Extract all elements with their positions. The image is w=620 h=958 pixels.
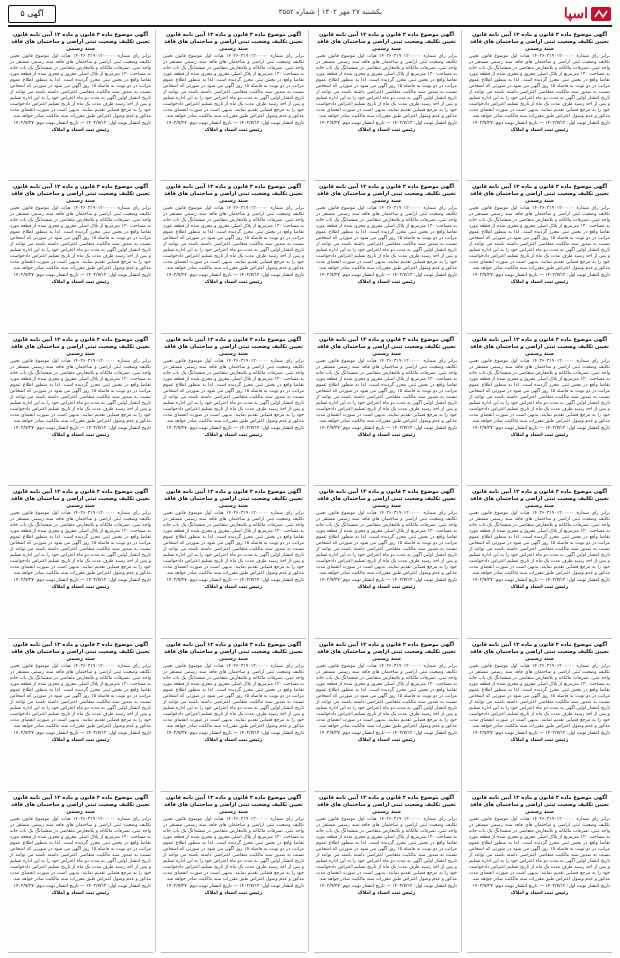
notice-signature: رئیس ثبت اسناد و املاک bbox=[204, 891, 263, 896]
notice-dates: تاریخ انتشار نوبت اول: ۱۴۰۲/۷/۱۲ — تاریخ انتشار نوبت دوم: ۱۴۰۲/۷/۲۷ bbox=[13, 731, 151, 736]
notice-body: برابر رای شماره ۱۴۰۲۶۰۳۱۹۰۱۲۰۰۰۰۰ هیات اول موضوع قانون تعیین تکلیف وضعیت ثبتی اراضی و ساختمان های فاقد سند رسمی مستقر در واحد ثبتی، تصرفات مالکانه و بلامعارض متقاضی در ششدانگ یک باب خانه به مساحت ۱۲۰ مترمربع از پلاک اصلی مفروز و مجزی شده از قطعه مورد تقاضا واقع در بخش ثبتی محرز گردیده است. لذا به منظور اطلاع عموم مراتب در دو نوبت به فاصله ۱۵ روز آگهی می شود در صورتی که اشخاص نسبت به صدور سند مالکیت متقاضی اعتراضی داشته باشند می توانند از تاریخ انتشار اولین آگهی به مدت دو ماه اعتراض خود را به این اداره تسلیم و پس از اخذ رسید ظرف مدت یک ماه از تاریخ تسلیم اعتراض دادخواست خود را به مرجع قضایی تقدیم نمایند. بدیهی است در صورت انقضای مدت مذکور و عدم وصول اعتراض طبق مقررات سند مالکیت صادر خواهد شد. bbox=[163, 359, 304, 424]
notice-signature: رئیس ثبت اسناد و املاک bbox=[357, 280, 416, 285]
notice-dates: تاریخ انتشار نوبت اول: ۱۴۰۲/۷/۱۲ — تاریخ انتشار نوبت دوم: ۱۴۰۲/۷/۲۷ bbox=[166, 121, 304, 126]
notice-dates: تاریخ انتشار نوبت اول: ۱۴۰۲/۷/۱۲ — تاریخ انتشار نوبت دوم: ۱۴۰۲/۷/۲۷ bbox=[472, 273, 610, 278]
notice-dates: تاریخ انتشار نوبت اول: ۱۴۰۲/۷/۱۲ — تاریخ انتشار نوبت دوم: ۱۴۰۲/۷/۲۷ bbox=[13, 884, 151, 889]
notice-dates: تاریخ انتشار نوبت اول: ۱۴۰۲/۷/۱۲ — تاریخ انتشار نوبت دوم: ۱۴۰۲/۷/۲۷ bbox=[13, 273, 151, 278]
notice-signature: رئیس ثبت اسناد و املاک bbox=[204, 738, 263, 743]
legal-notice bbox=[467, 30, 612, 181]
column-3 bbox=[161, 30, 306, 952]
notice-signature: رئیس ثبت اسناد و املاک bbox=[204, 433, 263, 438]
notice-dates: تاریخ انتشار نوبت اول: ۱۴۰۲/۷/۱۲ — تاریخ انتشار نوبت دوم: ۱۴۰۲/۷/۲۷ bbox=[13, 426, 151, 431]
notice-body: برابر رای شماره ۱۴۰۲۶۰۳۱۹۰۱۲۰۰۰۰۰ هیات اول موضوع قانون تعیین تکلیف وضعیت ثبتی اراضی و ساختمان های فاقد سند رسمی مستقر در واحد ثبتی، تصرفات مالکانه و بلامعارض متقاضی در ششدانگ یک باب خانه به مساحت ۱۲۰ مترمربع از پلاک اصلی مفروز و مجزی شده از قطعه مورد تقاضا واقع در بخش ثبتی محرز گردیده است. لذا به منظور اطلاع عموم مراتب در دو نوبت به فاصله ۱۵ روز آگهی می شود در صورتی که اشخاص نسبت به صدور سند مالکیت متقاضی اعتراضی داشته باشند می توانند از تاریخ انتشار اولین آگهی به مدت دو ماه اعتراض خود را به این اداره تسلیم و پس از اخذ رسید ظرف مدت یک ماه از تاریخ تسلیم اعتراض دادخواست خود را به مرجع قضایی تقدیم نمایند. بدیهی است در صورت انقضای مدت مذکور و عدم وصول اعتراض طبق مقررات سند مالکیت صادر خواهد شد. bbox=[469, 206, 610, 271]
column-divider bbox=[461, 30, 462, 952]
notice-title: آگهی موضوع ماده ۳ قانون و ماده ۱۳ آیین نامه قانون تعیین تکلیف وضعیت ثبتی اراضی و ساختمان های فاقد سند رسمی bbox=[11, 184, 150, 204]
notice-signature: رئیس ثبت اسناد و املاک bbox=[51, 433, 110, 438]
notice-body: برابر رای شماره ۱۴۰۲۶۰۳۱۹۰۱۲۰۰۰۰۰ هیات اول موضوع قانون تعیین تکلیف وضعیت ثبتی اراضی و ساختمان های فاقد سند رسمی مستقر در واحد ثبتی، تصرفات مالکانه و بلامعارض متقاضی در ششدانگ یک باب خانه به مساحت ۱۲۰ مترمربع از پلاک اصلی مفروز و مجزی شده از قطعه مورد تقاضا واقع در بخش ثبتی محرز گردیده است. لذا به منظور اطلاع عموم مراتب در دو نوبت به فاصله ۱۵ روز آگهی می شود در صورتی که اشخاص نسبت به صدور سند مالکیت متقاضی اعتراضی داشته باشند می توانند از تاریخ انتشار اولین آگهی به مدت دو ماه اعتراض خود را به این اداره تسلیم و پس از اخذ رسید ظرف مدت یک ماه از تاریخ تسلیم اعتراض دادخواست خود را به مرجع قضایی تقدیم نمایند. بدیهی است در صورت انقضای مدت مذکور و عدم وصول اعتراض طبق مقررات سند مالکیت صادر خواهد شد. bbox=[469, 54, 610, 119]
notice-body: برابر رای شماره ۱۴۰۲۶۰۳۱۹۰۱۲۰۰۰۰۰ هیات اول موضوع قانون تعیین تکلیف وضعیت ثبتی اراضی و ساختمان های فاقد سند رسمی مستقر در واحد ثبتی، تصرفات مالکانه و بلامعارض متقاضی در ششدانگ یک باب خانه به مساحت ۱۲۰ مترمربع از پلاک اصلی مفروز و مجزی شده از قطعه مورد تقاضا واقع در بخش ثبتی محرز گردیده است. لذا به منظور اطلاع عموم مراتب در دو نوبت به فاصله ۱۵ روز آگهی می شود در صورتی که اشخاص نسبت به صدور سند مالکیت متقاضی اعتراضی داشته باشند می توانند از تاریخ انتشار اولین آگهی به مدت دو ماه اعتراض خود را به این اداره تسلیم و پس از اخذ رسید ظرف مدت یک ماه از تاریخ تسلیم اعتراض دادخواست خود را به مرجع قضایی تقدیم نمایند. بدیهی است در صورت انقضای مدت مذکور و عدم وصول اعتراض طبق مقررات سند مالکیت صادر خواهد شد. bbox=[316, 359, 457, 424]
notice-dates: تاریخ انتشار نوبت اول: ۱۴۰۲/۷/۱۲ — تاریخ انتشار نوبت دوم: ۱۴۰۲/۷/۲۷ bbox=[166, 426, 304, 431]
notice-title: آگهی موضوع ماده ۳ قانون و ماده ۱۳ آیین نامه قانون تعیین تکلیف وضعیت ثبتی اراضی و ساختمان های فاقد سند رسمی bbox=[470, 184, 609, 204]
legal-notice bbox=[161, 30, 306, 181]
column-4 bbox=[8, 30, 153, 952]
notice-body: برابر رای شماره ۱۴۰۲۶۰۳۱۹۰۱۲۰۰۰۰۰ هیات اول موضوع قانون تعیین تکلیف وضعیت ثبتی اراضی و ساختمان های فاقد سند رسمی مستقر در واحد ثبتی، تصرفات مالکانه و بلامعارض متقاضی در ششدانگ یک باب خانه به مساحت ۱۲۰ مترمربع از پلاک اصلی مفروز و مجزی شده از قطعه مورد تقاضا واقع در بخش ثبتی محرز گردیده است. لذا به منظور اطلاع عموم مراتب در دو نوبت به فاصله ۱۵ روز آگهی می شود در صورتی که اشخاص نسبت به صدور سند مالکیت متقاضی اعتراضی داشته باشند می توانند از تاریخ انتشار اولین آگهی به مدت دو ماه اعتراض خود را به این اداره تسلیم و پس از اخذ رسید ظرف مدت یک ماه از تاریخ تسلیم اعتراض دادخواست خود را به مرجع قضایی تقدیم نمایند. بدیهی است در صورت انقضای مدت مذکور و عدم وصول اعتراض طبق مقررات سند مالکیت صادر خواهد شد. bbox=[10, 54, 151, 119]
notice-title: آگهی موضوع ماده ۳ قانون و ماده ۱۳ آیین نامه قانون تعیین تکلیف وضعیت ثبتی اراضی و ساختمان های فاقد سند رسمی bbox=[164, 795, 303, 815]
notice-body: برابر رای شماره ۱۴۰۲۶۰۳۱۹۰۱۲۰۰۰۰۰ هیات اول موضوع قانون تعیین تکلیف وضعیت ثبتی اراضی و ساختمان های فاقد سند رسمی مستقر در واحد ثبتی، تصرفات مالکانه و بلامعارض متقاضی در ششدانگ یک باب خانه به مساحت ۱۲۰ مترمربع از پلاک اصلی مفروز و مجزی شده از قطعه مورد تقاضا واقع در بخش ثبتی محرز گردیده است. لذا به منظور اطلاع عموم مراتب در دو نوبت به فاصله ۱۵ روز آگهی می شود در صورتی که اشخاص نسبت به صدور سند مالکیت متقاضی اعتراضی داشته باشند می توانند از تاریخ انتشار اولین آگهی به مدت دو ماه اعتراض خود را به این اداره تسلیم و پس از اخذ رسید ظرف مدت یک ماه از تاریخ تسلیم اعتراض دادخواست خود را به مرجع قضایی تقدیم نمایند. بدیهی است در صورت انقضای مدت مذکور و عدم وصول اعتراض طبق مقررات سند مالکیت صادر خواهد شد. bbox=[163, 54, 304, 119]
column-divider bbox=[308, 30, 309, 952]
column-2 bbox=[314, 30, 459, 952]
legal-notice bbox=[314, 487, 459, 639]
notice-dates: تاریخ انتشار نوبت اول: ۱۴۰۲/۷/۱۲ — تاریخ انتشار نوبت دوم: ۱۴۰۲/۷/۲۷ bbox=[166, 578, 304, 583]
notice-signature: رئیس ثبت اسناد و املاک bbox=[51, 128, 110, 133]
legal-notice bbox=[467, 182, 612, 334]
notice-body: برابر رای شماره ۱۴۰۲۶۰۳۱۹۰۱۲۰۰۰۰۰ هیات اول موضوع قانون تعیین تکلیف وضعیت ثبتی اراضی و ساختمان های فاقد سند رسمی مستقر در واحد ثبتی، تصرفات مالکانه و بلامعارض متقاضی در ششدانگ یک باب خانه به مساحت ۱۲۰ مترمربع از پلاک اصلی مفروز و مجزی شده از قطعه مورد تقاضا واقع در بخش ثبتی محرز گردیده است. لذا به منظور اطلاع عموم مراتب در دو نوبت به فاصله ۱۵ روز آگهی می شود در صورتی که اشخاص نسبت به صدور سند مالکیت متقاضی اعتراضی داشته باشند می توانند از تاریخ انتشار اولین آگهی به مدت دو ماه اعتراض خود را به این اداره تسلیم و پس از اخذ رسید ظرف مدت یک ماه از تاریخ تسلیم اعتراض دادخواست خود را به مرجع قضایی تقدیم نمایند. بدیهی است در صورت انقضای مدت مذکور و عدم وصول اعتراض طبق مقررات سند مالکیت صادر خواهد شد. bbox=[469, 817, 610, 882]
notice-body: برابر رای شماره ۱۴۰۲۶۰۳۱۹۰۱۲۰۰۰۰۰ هیات اول موضوع قانون تعیین تکلیف وضعیت ثبتی اراضی و ساختمان های فاقد سند رسمی مستقر در واحد ثبتی، تصرفات مالکانه و بلامعارض متقاضی در ششدانگ یک باب خانه به مساحت ۱۲۰ مترمربع از پلاک اصلی مفروز و مجزی شده از قطعه مورد تقاضا واقع در بخش ثبتی محرز گردیده است. لذا به منظور اطلاع عموم مراتب در دو نوبت به فاصله ۱۵ روز آگهی می شود در صورتی که اشخاص نسبت به صدور سند مالکیت متقاضی اعتراضی داشته باشند می توانند از تاریخ انتشار اولین آگهی به مدت دو ماه اعتراض خود را به این اداره تسلیم و پس از اخذ رسید ظرف مدت یک ماه از تاریخ تسلیم اعتراض دادخواست خود را به مرجع قضایی تقدیم نمایند. بدیهی است در صورت انقضای مدت مذکور و عدم وصول اعتراض طبق مقررات سند مالکیت صادر خواهد شد. bbox=[10, 511, 151, 576]
notice-title: آگهی موضوع ماده ۳ قانون و ماده ۱۳ آیین نامه قانون تعیین تکلیف وضعیت ثبتی اراضی و ساختمان های فاقد سند رسمی bbox=[317, 184, 456, 204]
notice-body: برابر رای شماره ۱۴۰۲۶۰۳۱۹۰۱۲۰۰۰۰۰ هیات اول موضوع قانون تعیین تکلیف وضعیت ثبتی اراضی و ساختمان های فاقد سند رسمی مستقر در واحد ثبتی، تصرفات مالکانه و بلامعارض متقاضی در ششدانگ یک باب خانه به مساحت ۱۲۰ مترمربع از پلاک اصلی مفروز و مجزی شده از قطعه مورد تقاضا واقع در بخش ثبتی محرز گردیده است. لذا به منظور اطلاع عموم مراتب در دو نوبت به فاصله ۱۵ روز آگهی می شود در صورتی که اشخاص نسبت به صدور سند مالکیت متقاضی اعتراضی داشته باشند می توانند از تاریخ انتشار اولین آگهی به مدت دو ماه اعتراض خود را به این اداره تسلیم و پس از اخذ رسید ظرف مدت یک ماه از تاریخ تسلیم اعتراض دادخواست خود را به مرجع قضایی تقدیم نمایند. بدیهی است در صورت انقضای مدت مذکور و عدم وصول اعتراض طبق مقررات سند مالکیت صادر خواهد شد. bbox=[316, 817, 457, 882]
notice-signature: رئیس ثبت اسناد و املاک bbox=[51, 738, 110, 743]
notice-title: آگهی موضوع ماده ۳ قانون و ماده ۱۳ آیین نامه قانون تعیین تکلیف وضعیت ثبتی اراضی و ساختمان های فاقد سند رسمی bbox=[470, 642, 609, 662]
notice-dates: تاریخ انتشار نوبت اول: ۱۴۰۲/۷/۱۲ — تاریخ انتشار نوبت دوم: ۱۴۰۲/۷/۲۷ bbox=[319, 578, 457, 583]
notice-body: برابر رای شماره ۱۴۰۲۶۰۳۱۹۰۱۲۰۰۰۰۰ هیات اول موضوع قانون تعیین تکلیف وضعیت ثبتی اراضی و ساختمان های فاقد سند رسمی مستقر در واحد ثبتی، تصرفات مالکانه و بلامعارض متقاضی در ششدانگ یک باب خانه به مساحت ۱۲۰ مترمربع از پلاک اصلی مفروز و مجزی شده از قطعه مورد تقاضا واقع در بخش ثبتی محرز گردیده است. لذا به منظور اطلاع عموم مراتب در دو نوبت به فاصله ۱۵ روز آگهی می شود در صورتی که اشخاص نسبت به صدور سند مالکیت متقاضی اعتراضی داشته باشند می توانند از تاریخ انتشار اولین آگهی به مدت دو ماه اعتراض خود را به این اداره تسلیم و پس از اخذ رسید ظرف مدت یک ماه از تاریخ تسلیم اعتراض دادخواست خود را به مرجع قضایی تقدیم نمایند. بدیهی است در صورت انقضای مدت مذکور و عدم وصول اعتراض طبق مقررات سند مالکیت صادر خواهد شد. bbox=[316, 664, 457, 729]
masthead-logo[interactable] bbox=[556, 5, 612, 23]
column-divider bbox=[155, 30, 156, 952]
legal-notice bbox=[161, 640, 306, 792]
notice-dates: تاریخ انتشار نوبت اول: ۱۴۰۲/۷/۱۲ — تاریخ انتشار نوبت دوم: ۱۴۰۲/۷/۲۷ bbox=[472, 578, 610, 583]
legal-notice bbox=[314, 335, 459, 486]
notice-title: آگهی موضوع ماده ۳ قانون و ماده ۱۳ آیین نامه قانون تعیین تکلیف وضعیت ثبتی اراضی و ساختمان های فاقد سند رسمی bbox=[317, 489, 456, 509]
notice-dates: تاریخ انتشار نوبت اول: ۱۴۰۲/۷/۱۲ — تاریخ انتشار نوبت دوم: ۱۴۰۲/۷/۲۷ bbox=[166, 731, 304, 736]
notice-signature: رئیس ثبت اسناد و املاک bbox=[510, 280, 569, 285]
logo-wordmark: اسپا bbox=[563, 6, 588, 22]
notice-dates: تاریخ انتشار نوبت اول: ۱۴۰۲/۷/۱۲ — تاریخ انتشار نوبت دوم: ۱۴۰۲/۷/۲۷ bbox=[13, 121, 151, 126]
notice-signature: رئیس ثبت اسناد و املاک bbox=[204, 585, 263, 590]
notice-dates: تاریخ انتشار نوبت اول: ۱۴۰۲/۷/۱۲ — تاریخ انتشار نوبت دوم: ۱۴۰۲/۷/۲۷ bbox=[166, 273, 304, 278]
legal-notice bbox=[314, 30, 459, 181]
notice-signature: رئیس ثبت اسناد و املاک bbox=[510, 128, 569, 133]
page-header bbox=[8, 5, 612, 27]
notice-body: برابر رای شماره ۱۴۰۲۶۰۳۱۹۰۱۲۰۰۰۰۰ هیات اول موضوع قانون تعیین تکلیف وضعیت ثبتی اراضی و ساختمان های فاقد سند رسمی مستقر در واحد ثبتی، تصرفات مالکانه و بلامعارض متقاضی در ششدانگ یک باب خانه به مساحت ۱۲۰ مترمربع از پلاک اصلی مفروز و مجزی شده از قطعه مورد تقاضا واقع در بخش ثبتی محرز گردیده است. لذا به منظور اطلاع عموم مراتب در دو نوبت به فاصله ۱۵ روز آگهی می شود در صورتی که اشخاص نسبت به صدور سند مالکیت متقاضی اعتراضی داشته باشند می توانند از تاریخ انتشار اولین آگهی به مدت دو ماه اعتراض خود را به این اداره تسلیم و پس از اخذ رسید ظرف مدت یک ماه از تاریخ تسلیم اعتراض دادخواست خود را به مرجع قضایی تقدیم نمایند. بدیهی است در صورت انقضای مدت مذکور و عدم وصول اعتراض طبق مقررات سند مالکیت صادر خواهد شد. bbox=[469, 511, 610, 576]
notice-dates: تاریخ انتشار نوبت اول: ۱۴۰۲/۷/۱۲ — تاریخ انتشار نوبت دوم: ۱۴۰۲/۷/۲۷ bbox=[472, 731, 610, 736]
column-1 bbox=[467, 30, 612, 952]
notice-title: آگهی موضوع ماده ۳ قانون و ماده ۱۳ آیین نامه قانون تعیین تکلیف وضعیت ثبتی اراضی و ساختمان های فاقد سند رسمی bbox=[470, 795, 609, 815]
legal-notice bbox=[8, 335, 153, 486]
notice-dates: تاریخ انتشار نوبت اول: ۱۴۰۲/۷/۱۲ — تاریخ انتشار نوبت دوم: ۱۴۰۲/۷/۲۷ bbox=[13, 578, 151, 583]
notice-signature: رئیس ثبت اسناد و املاک bbox=[51, 280, 110, 285]
notice-signature: رئیس ثبت اسناد و املاک bbox=[357, 585, 416, 590]
notice-body: برابر رای شماره ۱۴۰۲۶۰۳۱۹۰۱۲۰۰۰۰۰ هیات اول موضوع قانون تعیین تکلیف وضعیت ثبتی اراضی و ساختمان های فاقد سند رسمی مستقر در واحد ثبتی، تصرفات مالکانه و بلامعارض متقاضی در ششدانگ یک باب خانه به مساحت ۱۲۰ مترمربع از پلاک اصلی مفروز و مجزی شده از قطعه مورد تقاضا واقع در بخش ثبتی محرز گردیده است. لذا به منظور اطلاع عموم مراتب در دو نوبت به فاصله ۱۵ روز آگهی می شود در صورتی که اشخاص نسبت به صدور سند مالکیت متقاضی اعتراضی داشته باشند می توانند از تاریخ انتشار اولین آگهی به مدت دو ماه اعتراض خود را به این اداره تسلیم و پس از اخذ رسید ظرف مدت یک ماه از تاریخ تسلیم اعتراض دادخواست خود را به مرجع قضایی تقدیم نمایند. بدیهی است در صورت انقضای مدت مذکور و عدم وصول اعتراض طبق مقررات سند مالکیت صادر خواهد شد. bbox=[10, 359, 151, 424]
notice-title: آگهی موضوع ماده ۳ قانون و ماده ۱۳ آیین نامه قانون تعیین تکلیف وضعیت ثبتی اراضی و ساختمان های فاقد سند رسمی bbox=[11, 642, 150, 662]
notice-body: برابر رای شماره ۱۴۰۲۶۰۳۱۹۰۱۲۰۰۰۰۰ هیات اول موضوع قانون تعیین تکلیف وضعیت ثبتی اراضی و ساختمان های فاقد سند رسمی مستقر در واحد ثبتی، تصرفات مالکانه و بلامعارض متقاضی در ششدانگ یک باب خانه به مساحت ۱۲۰ مترمربع از پلاک اصلی مفروز و مجزی شده از قطعه مورد تقاضا واقع در بخش ثبتی محرز گردیده است. لذا به منظور اطلاع عموم مراتب در دو نوبت به فاصله ۱۵ روز آگهی می شود در صورتی که اشخاص نسبت به صدور سند مالکیت متقاضی اعتراضی داشته باشند می توانند از تاریخ انتشار اولین آگهی به مدت دو ماه اعتراض خود را به این اداره تسلیم و پس از اخذ رسید ظرف مدت یک ماه از تاریخ تسلیم اعتراض دادخواست خود را به مرجع قضایی تقدیم نمایند. بدیهی است در صورت انقضای مدت مذکور و عدم وصول اعتراض طبق مقررات سند مالکیت صادر خواهد شد. bbox=[469, 664, 610, 729]
notice-dates: تاریخ انتشار نوبت اول: ۱۴۰۲/۷/۱۲ — تاریخ انتشار نوبت دوم: ۱۴۰۲/۷/۲۷ bbox=[319, 426, 457, 431]
notice-grid bbox=[8, 30, 612, 952]
notice-body: برابر رای شماره ۱۴۰۲۶۰۳۱۹۰۱۲۰۰۰۰۰ هیات اول موضوع قانون تعیین تکلیف وضعیت ثبتی اراضی و ساختمان های فاقد سند رسمی مستقر در واحد ثبتی، تصرفات مالکانه و بلامعارض متقاضی در ششدانگ یک باب خانه به مساحت ۱۲۰ مترمربع از پلاک اصلی مفروز و مجزی شده از قطعه مورد تقاضا واقع در بخش ثبتی محرز گردیده است. لذا به منظور اطلاع عموم مراتب در دو نوبت به فاصله ۱۵ روز آگهی می شود در صورتی که اشخاص نسبت به صدور سند مالکیت متقاضی اعتراضی داشته باشند می توانند از تاریخ انتشار اولین آگهی به مدت دو ماه اعتراض خود را به این اداره تسلیم و پس از اخذ رسید ظرف مدت یک ماه از تاریخ تسلیم اعتراض دادخواست خود را به مرجع قضایی تقدیم نمایند. بدیهی است در صورت انقضای مدت مذکور و عدم وصول اعتراض طبق مقررات سند مالکیت صادر خواهد شد. bbox=[469, 359, 610, 424]
notice-dates: تاریخ انتشار نوبت اول: ۱۴۰۲/۷/۱۲ — تاریخ انتشار نوبت دوم: ۱۴۰۲/۷/۲۷ bbox=[472, 426, 610, 431]
notice-dates: تاریخ انتشار نوبت اول: ۱۴۰۲/۷/۱۲ — تاریخ انتشار نوبت دوم: ۱۴۰۲/۷/۲۷ bbox=[472, 884, 610, 889]
notice-dates: تاریخ انتشار نوبت اول: ۱۴۰۲/۷/۱۲ — تاریخ انتشار نوبت دوم: ۱۴۰۲/۷/۲۷ bbox=[319, 884, 457, 889]
notice-title: آگهی موضوع ماده ۳ قانون و ماده ۱۳ آیین نامه قانون تعیین تکلیف وضعیت ثبتی اراضی و ساختمان های فاقد سند رسمی bbox=[11, 32, 150, 52]
notice-title: آگهی موضوع ماده ۳ قانون و ماده ۱۳ آیین نامه قانون تعیین تکلیف وضعیت ثبتی اراضی و ساختمان های فاقد سند رسمی bbox=[164, 642, 303, 662]
legal-notice bbox=[314, 182, 459, 334]
issue-info: یکشنبه ۲۷ مهر ۱۴۰۲ | شماره ۳۵۵۲ bbox=[278, 8, 382, 16]
legal-notice bbox=[314, 640, 459, 792]
notice-signature: رئیس ثبت اسناد و املاک bbox=[510, 585, 569, 590]
notice-title: آگهی موضوع ماده ۳ قانون و ماده ۱۳ آیین نامه قانون تعیین تکلیف وضعیت ثبتی اراضی و ساختمان های فاقد سند رسمی bbox=[11, 337, 150, 357]
notice-title: آگهی موضوع ماده ۳ قانون و ماده ۱۳ آیین نامه قانون تعیین تکلیف وضعیت ثبتی اراضی و ساختمان های فاقد سند رسمی bbox=[11, 489, 150, 509]
notice-signature: رئیس ثبت اسناد و املاک bbox=[204, 280, 263, 285]
legal-notice bbox=[467, 793, 612, 953]
notice-dates: تاریخ انتشار نوبت اول: ۱۴۰۲/۷/۱۲ — تاریخ انتشار نوبت دوم: ۱۴۰۲/۷/۲۷ bbox=[319, 731, 457, 736]
notice-title: آگهی موضوع ماده ۳ قانون و ماده ۱۳ آیین نامه قانون تعیین تکلیف وضعیت ثبتی اراضی و ساختمان های فاقد سند رسمی bbox=[164, 489, 303, 509]
notice-body: برابر رای شماره ۱۴۰۲۶۰۳۱۹۰۱۲۰۰۰۰۰ هیات اول موضوع قانون تعیین تکلیف وضعیت ثبتی اراضی و ساختمان های فاقد سند رسمی مستقر در واحد ثبتی، تصرفات مالکانه و بلامعارض متقاضی در ششدانگ یک باب خانه به مساحت ۱۲۰ مترمربع از پلاک اصلی مفروز و مجزی شده از قطعه مورد تقاضا واقع در بخش ثبتی محرز گردیده است. لذا به منظور اطلاع عموم مراتب در دو نوبت به فاصله ۱۵ روز آگهی می شود در صورتی که اشخاص نسبت به صدور سند مالکیت متقاضی اعتراضی داشته باشند می توانند از تاریخ انتشار اولین آگهی به مدت دو ماه اعتراض خود را به این اداره تسلیم و پس از اخذ رسید ظرف مدت یک ماه از تاریخ تسلیم اعتراض دادخواست خود را به مرجع قضایی تقدیم نمایند. بدیهی است در صورت انقضای مدت مذکور و عدم وصول اعتراض طبق مقررات سند مالکیت صادر خواهد شد. bbox=[316, 206, 457, 271]
notice-body: برابر رای شماره ۱۴۰۲۶۰۳۱۹۰۱۲۰۰۰۰۰ هیات اول موضوع قانون تعیین تکلیف وضعیت ثبتی اراضی و ساختمان های فاقد سند رسمی مستقر در واحد ثبتی، تصرفات مالکانه و بلامعارض متقاضی در ششدانگ یک باب خانه به مساحت ۱۲۰ مترمربع از پلاک اصلی مفروز و مجزی شده از قطعه مورد تقاضا واقع در بخش ثبتی محرز گردیده است. لذا به منظور اطلاع عموم مراتب در دو نوبت به فاصله ۱۵ روز آگهی می شود در صورتی که اشخاص نسبت به صدور سند مالکیت متقاضی اعتراضی داشته باشند می توانند از تاریخ انتشار اولین آگهی به مدت دو ماه اعتراض خود را به این اداره تسلیم و پس از اخذ رسید ظرف مدت یک ماه از تاریخ تسلیم اعتراض دادخواست خود را به مرجع قضایی تقدیم نمایند. بدیهی است در صورت انقضای مدت مذکور و عدم وصول اعتراض طبق مقررات سند مالکیت صادر خواهد شد. bbox=[316, 511, 457, 576]
notice-signature: رئیس ثبت اسناد و املاک bbox=[510, 433, 569, 438]
legal-notice bbox=[8, 640, 153, 792]
notice-signature: رئیس ثبت اسناد و املاک bbox=[357, 738, 416, 743]
notice-title: آگهی موضوع ماده ۳ قانون و ماده ۱۳ آیین نامه قانون تعیین تکلیف وضعیت ثبتی اراضی و ساختمان های فاقد سند رسمی bbox=[164, 184, 303, 204]
notice-body: برابر رای شماره ۱۴۰۲۶۰۳۱۹۰۱۲۰۰۰۰۰ هیات اول موضوع قانون تعیین تکلیف وضعیت ثبتی اراضی و ساختمان های فاقد سند رسمی مستقر در واحد ثبتی، تصرفات مالکانه و بلامعارض متقاضی در ششدانگ یک باب خانه به مساحت ۱۲۰ مترمربع از پلاک اصلی مفروز و مجزی شده از قطعه مورد تقاضا واقع در بخش ثبتی محرز گردیده است. لذا به منظور اطلاع عموم مراتب در دو نوبت به فاصله ۱۵ روز آگهی می شود در صورتی که اشخاص نسبت به صدور سند مالکیت متقاضی اعتراضی داشته باشند می توانند از تاریخ انتشار اولین آگهی به مدت دو ماه اعتراض خود را به این اداره تسلیم و پس از اخذ رسید ظرف مدت یک ماه از تاریخ تسلیم اعتراض دادخواست خود را به مرجع قضایی تقدیم نمایند. بدیهی است در صورت انقضای مدت مذکور و عدم وصول اعتراض طبق مقررات سند مالکیت صادر خواهد شد. bbox=[10, 664, 151, 729]
legal-notice bbox=[8, 793, 153, 953]
legal-notice bbox=[8, 30, 153, 181]
notice-title: آگهی موضوع ماده ۳ قانون و ماده ۱۳ آیین نامه قانون تعیین تکلیف وضعیت ثبتی اراضی و ساختمان های فاقد سند رسمی bbox=[317, 795, 456, 815]
notice-body: برابر رای شماره ۱۴۰۲۶۰۳۱۹۰۱۲۰۰۰۰۰ هیات اول موضوع قانون تعیین تکلیف وضعیت ثبتی اراضی و ساختمان های فاقد سند رسمی مستقر در واحد ثبتی، تصرفات مالکانه و بلامعارض متقاضی در ششدانگ یک باب خانه به مساحت ۱۲۰ مترمربع از پلاک اصلی مفروز و مجزی شده از قطعه مورد تقاضا واقع در بخش ثبتی محرز گردیده است. لذا به منظور اطلاع عموم مراتب در دو نوبت به فاصله ۱۵ روز آگهی می شود در صورتی که اشخاص نسبت به صدور سند مالکیت متقاضی اعتراضی داشته باشند می توانند از تاریخ انتشار اولین آگهی به مدت دو ماه اعتراض خود را به این اداره تسلیم و پس از اخذ رسید ظرف مدت یک ماه از تاریخ تسلیم اعتراض دادخواست خود را به مرجع قضایی تقدیم نمایند. بدیهی است در صورت انقضای مدت مذکور و عدم وصول اعتراض طبق مقررات سند مالکیت صادر خواهد شد. bbox=[163, 511, 304, 576]
notice-signature: رئیس ثبت اسناد و املاک bbox=[357, 433, 416, 438]
legal-notice bbox=[161, 335, 306, 486]
legal-notice bbox=[467, 640, 612, 792]
notice-body: برابر رای شماره ۱۴۰۲۶۰۳۱۹۰۱۲۰۰۰۰۰ هیات اول موضوع قانون تعیین تکلیف وضعیت ثبتی اراضی و ساختمان های فاقد سند رسمی مستقر در واحد ثبتی، تصرفات مالکانه و بلامعارض متقاضی در ششدانگ یک باب خانه به مساحت ۱۲۰ مترمربع از پلاک اصلی مفروز و مجزی شده از قطعه مورد تقاضا واقع در بخش ثبتی محرز گردیده است. لذا به منظور اطلاع عموم مراتب در دو نوبت به فاصله ۱۵ روز آگهی می شود در صورتی که اشخاص نسبت به صدور سند مالکیت متقاضی اعتراضی داشته باشند می توانند از تاریخ انتشار اولین آگهی به مدت دو ماه اعتراض خود را به این اداره تسلیم و پس از اخذ رسید ظرف مدت یک ماه از تاریخ تسلیم اعتراض دادخواست خود را به مرجع قضایی تقدیم نمایند. بدیهی است در صورت انقضای مدت مذکور و عدم وصول اعتراض طبق مقررات سند مالکیت صادر خواهد شد. bbox=[316, 54, 457, 119]
notice-signature: رئیس ثبت اسناد و املاک bbox=[51, 585, 110, 590]
legal-notice bbox=[161, 487, 306, 639]
legal-notice bbox=[314, 793, 459, 953]
notice-title: آگهی موضوع ماده ۳ قانون و ماده ۱۳ آیین نامه قانون تعیین تکلیف وضعیت ثبتی اراضی و ساختمان های فاقد سند رسمی bbox=[317, 642, 456, 662]
notice-title: آگهی موضوع ماده ۳ قانون و ماده ۱۳ آیین نامه قانون تعیین تکلیف وضعیت ثبتی اراضی و ساختمان های فاقد سند رسمی bbox=[164, 32, 303, 52]
notice-title: آگهی موضوع ماده ۳ قانون و ماده ۱۳ آیین نامه قانون تعیین تکلیف وضعیت ثبتی اراضی و ساختمان های فاقد سند رسمی bbox=[164, 337, 303, 357]
notice-title: آگهی موضوع ماده ۳ قانون و ماده ۱۳ آیین نامه قانون تعیین تکلیف وضعیت ثبتی اراضی و ساختمان های فاقد سند رسمی bbox=[470, 489, 609, 509]
notice-title: آگهی موضوع ماده ۳ قانون و ماده ۱۳ آیین نامه قانون تعیین تکلیف وضعیت ثبتی اراضی و ساختمان های فاقد سند رسمی bbox=[470, 337, 609, 357]
legal-notice bbox=[161, 793, 306, 953]
notice-dates: تاریخ انتشار نوبت اول: ۱۴۰۲/۷/۱۲ — تاریخ انتشار نوبت دوم: ۱۴۰۲/۷/۲۷ bbox=[166, 884, 304, 889]
notice-body: برابر رای شماره ۱۴۰۲۶۰۳۱۹۰۱۲۰۰۰۰۰ هیات اول موضوع قانون تعیین تکلیف وضعیت ثبتی اراضی و ساختمان های فاقد سند رسمی مستقر در واحد ثبتی، تصرفات مالکانه و بلامعارض متقاضی در ششدانگ یک باب خانه به مساحت ۱۲۰ مترمربع از پلاک اصلی مفروز و مجزی شده از قطعه مورد تقاضا واقع در بخش ثبتی محرز گردیده است. لذا به منظور اطلاع عموم مراتب در دو نوبت به فاصله ۱۵ روز آگهی می شود در صورتی که اشخاص نسبت به صدور سند مالکیت متقاضی اعتراضی داشته باشند می توانند از تاریخ انتشار اولین آگهی به مدت دو ماه اعتراض خود را به این اداره تسلیم و پس از اخذ رسید ظرف مدت یک ماه از تاریخ تسلیم اعتراض دادخواست خود را به مرجع قضایی تقدیم نمایند. بدیهی است در صورت انقضای مدت مذکور و عدم وصول اعتراض طبق مقررات سند مالکیت صادر خواهد شد. bbox=[10, 206, 151, 271]
legal-notice bbox=[161, 182, 306, 334]
legal-notice bbox=[467, 487, 612, 639]
notice-signature: رئیس ثبت اسناد و املاک bbox=[357, 128, 416, 133]
legal-notice bbox=[467, 335, 612, 486]
notice-body: برابر رای شماره ۱۴۰۲۶۰۳۱۹۰۱۲۰۰۰۰۰ هیات اول موضوع قانون تعیین تکلیف وضعیت ثبتی اراضی و ساختمان های فاقد سند رسمی مستقر در واحد ثبتی، تصرفات مالکانه و بلامعارض متقاضی در ششدانگ یک باب خانه به مساحت ۱۲۰ مترمربع از پلاک اصلی مفروز و مجزی شده از قطعه مورد تقاضا واقع در بخش ثبتی محرز گردیده است. لذا به منظور اطلاع عموم مراتب در دو نوبت به فاصله ۱۵ روز آگهی می شود در صورتی که اشخاص نسبت به صدور سند مالکیت متقاضی اعتراضی داشته باشند می توانند از تاریخ انتشار اولین آگهی به مدت دو ماه اعتراض خود را به این اداره تسلیم و پس از اخذ رسید ظرف مدت یک ماه از تاریخ تسلیم اعتراض دادخواست خود را به مرجع قضایی تقدیم نمایند. بدیهی است در صورت انقضای مدت مذکور و عدم وصول اعتراض طبق مقررات سند مالکیت صادر خواهد شد. bbox=[163, 817, 304, 882]
legal-notice bbox=[8, 182, 153, 334]
notice-dates: تاریخ انتشار نوبت اول: ۱۴۰۲/۷/۱۲ — تاریخ انتشار نوبت دوم: ۱۴۰۲/۷/۲۷ bbox=[472, 121, 610, 126]
notice-signature: رئیس ثبت اسناد و املاک bbox=[357, 891, 416, 896]
notice-signature: رئیس ثبت اسناد و املاک bbox=[510, 891, 569, 896]
notice-title: آگهی موضوع ماده ۳ قانون و ماده ۱۳ آیین نامه قانون تعیین تکلیف وضعیت ثبتی اراضی و ساختمان های فاقد سند رسمی bbox=[317, 337, 456, 357]
notice-title: آگهی موضوع ماده ۳ قانون و ماده ۱۳ آیین نامه قانون تعیین تکلیف وضعیت ثبتی اراضی و ساختمان های فاقد سند رسمی bbox=[470, 32, 609, 52]
notice-body: برابر رای شماره ۱۴۰۲۶۰۳۱۹۰۱۲۰۰۰۰۰ هیات اول موضوع قانون تعیین تکلیف وضعیت ثبتی اراضی و ساختمان های فاقد سند رسمی مستقر در واحد ثبتی، تصرفات مالکانه و بلامعارض متقاضی در ششدانگ یک باب خانه به مساحت ۱۲۰ مترمربع از پلاک اصلی مفروز و مجزی شده از قطعه مورد تقاضا واقع در بخش ثبتی محرز گردیده است. لذا به منظور اطلاع عموم مراتب در دو نوبت به فاصله ۱۵ روز آگهی می شود در صورتی که اشخاص نسبت به صدور سند مالکیت متقاضی اعتراضی داشته باشند می توانند از تاریخ انتشار اولین آگهی به مدت دو ماه اعتراض خود را به این اداره تسلیم و پس از اخذ رسید ظرف مدت یک ماه از تاریخ تسلیم اعتراض دادخواست خود را به مرجع قضایی تقدیم نمایند. بدیهی است در صورت انقضای مدت مذکور و عدم وصول اعتراض طبق مقررات سند مالکیت صادر خواهد شد. bbox=[163, 206, 304, 271]
notice-dates: تاریخ انتشار نوبت اول: ۱۴۰۲/۷/۱۲ — تاریخ انتشار نوبت دوم: ۱۴۰۲/۷/۲۷ bbox=[319, 121, 457, 126]
notice-title: آگهی موضوع ماده ۳ قانون و ماده ۱۳ آیین نامه قانون تعیین تکلیف وضعیت ثبتی اراضی و ساختمان های فاقد سند رسمی bbox=[11, 795, 150, 815]
notice-body: برابر رای شماره ۱۴۰۲۶۰۳۱۹۰۱۲۰۰۰۰۰ هیات اول موضوع قانون تعیین تکلیف وضعیت ثبتی اراضی و ساختمان های فاقد سند رسمی مستقر در واحد ثبتی، تصرفات مالکانه و بلامعارض متقاضی در ششدانگ یک باب خانه به مساحت ۱۲۰ مترمربع از پلاک اصلی مفروز و مجزی شده از قطعه مورد تقاضا واقع در بخش ثبتی محرز گردیده است. لذا به منظور اطلاع عموم مراتب در دو نوبت به فاصله ۱۵ روز آگهی می شود در صورتی که اشخاص نسبت به صدور سند مالکیت متقاضی اعتراضی داشته باشند می توانند از تاریخ انتشار اولین آگهی به مدت دو ماه اعتراض خود را به این اداره تسلیم و پس از اخذ رسید ظرف مدت یک ماه از تاریخ تسلیم اعتراض دادخواست خود را به مرجع قضایی تقدیم نمایند. بدیهی است در صورت انقضای مدت مذکور و عدم وصول اعتراض طبق مقررات سند مالکیت صادر خواهد شد. bbox=[163, 664, 304, 729]
logo-mark-icon bbox=[590, 5, 612, 23]
notice-signature: رئیس ثبت اسناد و املاک bbox=[510, 738, 569, 743]
section-label: آگهی ۵ bbox=[8, 5, 56, 23]
notice-signature: رئیس ثبت اسناد و املاک bbox=[51, 891, 110, 896]
notice-signature: رئیس ثبت اسناد و املاک bbox=[204, 128, 263, 133]
legal-notice bbox=[8, 487, 153, 639]
notice-body: برابر رای شماره ۱۴۰۲۶۰۳۱۹۰۱۲۰۰۰۰۰ هیات اول موضوع قانون تعیین تکلیف وضعیت ثبتی اراضی و ساختمان های فاقد سند رسمی مستقر در واحد ثبتی، تصرفات مالکانه و بلامعارض متقاضی در ششدانگ یک باب خانه به مساحت ۱۲۰ مترمربع از پلاک اصلی مفروز و مجزی شده از قطعه مورد تقاضا واقع در بخش ثبتی محرز گردیده است. لذا به منظور اطلاع عموم مراتب در دو نوبت به فاصله ۱۵ روز آگهی می شود در صورتی که اشخاص نسبت به صدور سند مالکیت متقاضی اعتراضی داشته باشند می توانند از تاریخ انتشار اولین آگهی به مدت دو ماه اعتراض خود را به این اداره تسلیم و پس از اخذ رسید ظرف مدت یک ماه از تاریخ تسلیم اعتراض دادخواست خود را به مرجع قضایی تقدیم نمایند. بدیهی است در صورت انقضای مدت مذکور و عدم وصول اعتراض طبق مقررات سند مالکیت صادر خواهد شد. bbox=[10, 817, 151, 882]
notice-dates: تاریخ انتشار نوبت اول: ۱۴۰۲/۷/۱۲ — تاریخ انتشار نوبت دوم: ۱۴۰۲/۷/۲۷ bbox=[319, 273, 457, 278]
notice-title: آگهی موضوع ماده ۳ قانون و ماده ۱۳ آیین نامه قانون تعیین تکلیف وضعیت ثبتی اراضی و ساختمان های فاقد سند رسمی bbox=[317, 32, 456, 52]
